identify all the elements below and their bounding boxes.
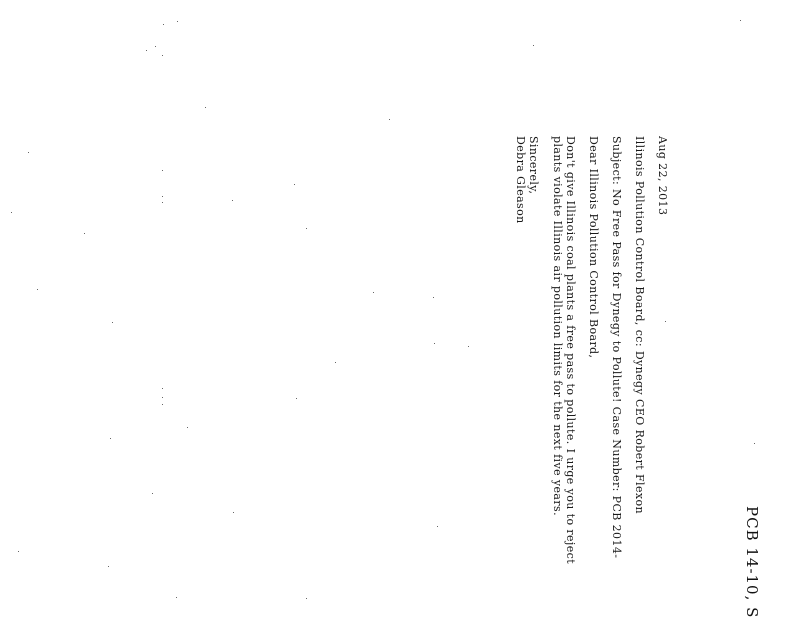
letter-closing: Sincerely, bbox=[527, 136, 540, 195]
scan-speck bbox=[146, 50, 147, 51]
scan-speck bbox=[533, 45, 534, 46]
scan-speck bbox=[162, 55, 163, 56]
scan-speck bbox=[155, 46, 156, 47]
scan-speck bbox=[233, 512, 234, 513]
scan-speck bbox=[177, 21, 178, 22]
scan-speck bbox=[306, 228, 307, 229]
scan-speck bbox=[152, 493, 153, 494]
letter-recipient: Illinois Pollution Control Board, cc: Dynegy CEO Robert Flexon bbox=[633, 136, 646, 514]
scan-speck bbox=[187, 427, 188, 428]
scan-speck bbox=[162, 397, 163, 398]
scan-speck bbox=[108, 566, 109, 567]
scan-speck bbox=[232, 200, 233, 201]
scan-speck bbox=[28, 152, 29, 153]
scan-speck bbox=[665, 321, 666, 322]
scan-speck bbox=[294, 184, 295, 185]
scan-speck bbox=[162, 388, 163, 389]
scan-speck bbox=[433, 297, 434, 298]
letter-signature: Debra Gleason bbox=[514, 136, 527, 224]
scan-speck bbox=[84, 233, 85, 234]
scan-speck bbox=[37, 289, 38, 290]
scan-speck bbox=[163, 24, 164, 25]
scan-speck bbox=[110, 438, 111, 439]
scan-speck bbox=[296, 398, 297, 399]
scan-speck bbox=[162, 196, 163, 197]
scan-speck bbox=[11, 212, 12, 213]
scan-speck bbox=[306, 598, 307, 599]
scan-speck bbox=[437, 526, 438, 527]
scan-speck bbox=[373, 292, 374, 293]
scan-speck bbox=[754, 443, 755, 444]
scan-speck bbox=[162, 404, 163, 405]
scan-speck bbox=[205, 107, 206, 108]
scan-speck bbox=[434, 343, 435, 344]
scan-speck bbox=[468, 346, 469, 347]
letter-subject: Subject: No Free Pass for Dynegy to Pollute! Case Number: PCB 2014- bbox=[610, 136, 623, 559]
scan-speck bbox=[112, 322, 113, 323]
letter-date: Aug 22, 2013 bbox=[656, 136, 669, 216]
scan-speck bbox=[389, 119, 390, 120]
scan-speck bbox=[162, 170, 163, 171]
scan-speck bbox=[162, 202, 163, 203]
scan-speck bbox=[176, 597, 177, 598]
scan-speck bbox=[335, 362, 336, 363]
scan-speck bbox=[18, 551, 19, 552]
scan-speck bbox=[740, 20, 741, 21]
letter-body-line-1: Don't give Illinois coal plants a free pass to pollute. I urge you to reject bbox=[564, 136, 577, 565]
letter-body-line-2: plants violate Illinois air pollution limits for the next five years. bbox=[551, 136, 564, 516]
case-number-header: PCB 14-10, S bbox=[743, 506, 761, 618]
letter-salutation: Dear Illinois Pollution Control Board, bbox=[587, 136, 600, 359]
